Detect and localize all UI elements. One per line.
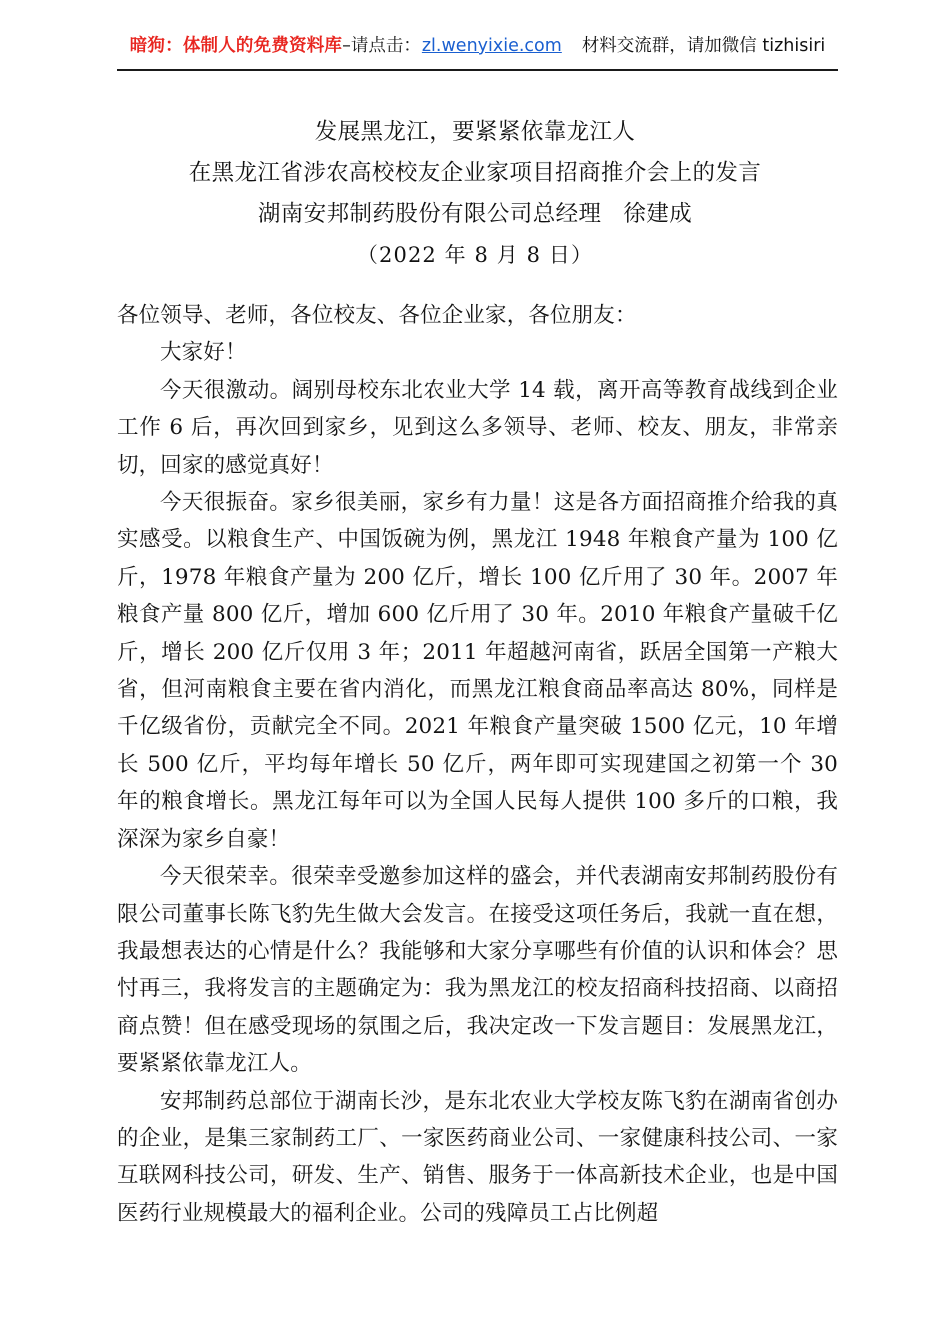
title-line-speaker — [0, 194, 950, 235]
promo-dash-text: –请点击： — [342, 36, 421, 56]
title-line-main: 发展黑龙江，要紧紧依靠龙江人 — [314, 119, 636, 145]
speaker-name: 徐建成 — [623, 201, 693, 227]
promo-header-banner — [117, 36, 838, 56]
promo-website-link[interactable]: zl.wenyixie.com — [421, 36, 562, 56]
promo-wechat-text: 材料交流群，请加微信 tizhisiri — [581, 36, 826, 56]
document-title-block — [0, 112, 950, 276]
body-paragraph: 今天很激动。阔别母校东北农业大学 14 载，离开高等教育战线到企业工作 6 后，再次回到家乡，见到这么多领导、老师、校友、朋友，非常亲切，回家的感觉真好！ — [117, 377, 838, 478]
body-paragraph: 今天很荣幸。很荣幸受邀参加这样的盛会，并代表湖南安邦制药股份有限公司董事长陈飞豹先生做大会发言。在接受这项任务后，我就一直在想，我最想表达的心情是什么？我能够和大家分享哪些有价值的认识和体会？思忖再三，我将发言的主题确定为：我为黑龙江的校友招商科技招商、以商招商点赞！但在感受现场的氛围之后，我决定改一下发言题目：发展黑龙江，要紧紧依靠龙江人。 — [117, 864, 838, 1077]
header-divider-rule — [117, 69, 838, 71]
speaker-organization: 湖南安邦制药股份有限公司总经理 — [257, 201, 602, 227]
body-paragraph: 大家好！ — [160, 340, 247, 366]
promo-red-text: 暗狗：体制人的免费资料库 — [129, 36, 343, 56]
body-paragraph: 今天很振奋。家乡很美丽，家乡有力量！这是各方面招商推介给我的真实感受。以粮食生产、中国饭碗为例，黑龙江 1948 年粮食产量为 100 亿斤，1978 年粮食产量为 200 亿斤，增长 100 亿斤用了 30 年。2007 年粮食产量 800 亿斤，增加 600 亿斤用了 30 年。2010 年粮食产量破千亿斤，增长 200 亿斤仅用 3 年；2011 年超越河南省，跃居全国第一产粮大省，但河南粮食主要在省内消化，而黑龙江粮食商品率高达 80%，同样是千亿级省份，贡献完全不同。2021 年粮食产量突破 1500 亿元，10 年增长 500 亿斤，平均每年增长 50 亿斤，两年即可实现建国之初第一个 30 年的粮食增长。黑龙江每年可以为全国人民每人提供 100 多斤的口粮，我深深为家乡自豪！ — [117, 490, 838, 852]
title-line-date: （2022 年 8 月 8 日） — [356, 243, 594, 267]
title-line-subtitle: 在黑龙江省涉农高校校友企业家项目招商推介会上的发言 — [188, 160, 762, 186]
body-paragraph: 安邦制药总部位于湖南长沙，是东北农业大学校友陈飞豹在湖南省创办的企业，是集三家制药工厂、一家医药商业公司、一家健康科技公司、一家互联网科技公司，研发、生产、销售、服务于一体高新技术企业，也是中国医药行业规模最大的福利企业。公司的残障员工占比例超 — [117, 1088, 838, 1226]
salutation-paragraph: 各位领导、老师，各位校友、各位企业家，各位朋友： — [117, 303, 637, 328]
document-body — [117, 297, 838, 1232]
promo-header-line — [117, 36, 838, 56]
